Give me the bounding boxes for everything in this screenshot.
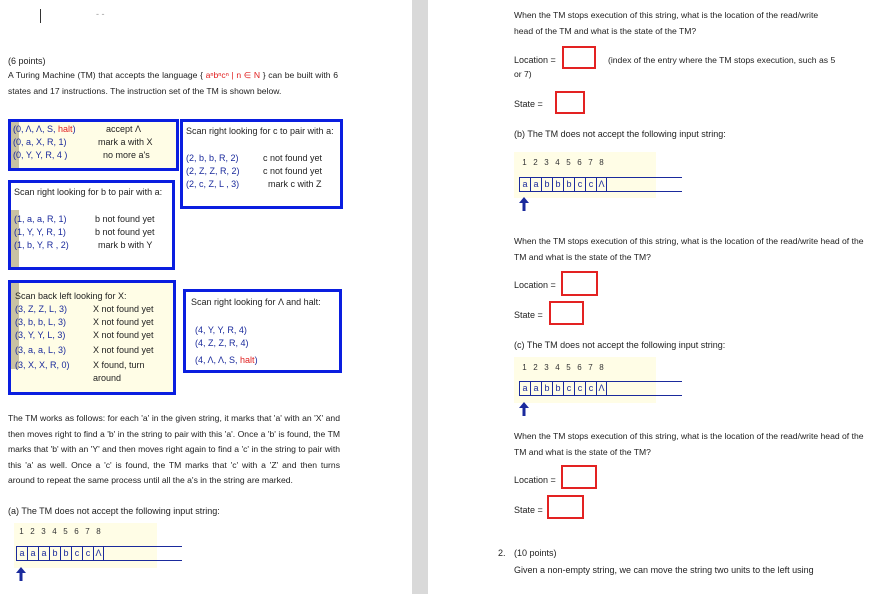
- instruction-row: (3, a, a, L, 3): [15, 345, 67, 355]
- tape-index: 6: [577, 363, 582, 372]
- tape-index: 5: [566, 363, 571, 372]
- instruction-row: (0, Y, Y, R, 4 ): [13, 150, 68, 160]
- part-c-label: (c) The TM does not accept the following input string:: [514, 340, 726, 350]
- tape-line: [16, 546, 182, 547]
- tape-index: 7: [588, 363, 593, 372]
- state-answer-field[interactable]: [549, 301, 584, 325]
- group-title: Scan back left looking for X:: [15, 291, 127, 301]
- tape-index: 5: [566, 158, 571, 167]
- question-2-text: Given a non-empty string, we can move the string two units to the left using: [514, 565, 814, 575]
- instruction-comment: b not found yet: [95, 214, 155, 224]
- instruction-row: (1, a, a, R, 1): [14, 214, 67, 224]
- instruction-comment: mark a with X: [98, 137, 153, 147]
- tape-index: 1: [19, 527, 24, 536]
- tape-cells: [16, 546, 104, 561]
- tape-index: 8: [599, 158, 604, 167]
- header-dots: - -: [96, 9, 105, 19]
- instruction-comment: X not found yet: [93, 330, 154, 340]
- instruction-row: (1, b, Y, R , 2): [14, 240, 69, 250]
- tape-cells: [519, 381, 607, 396]
- tape-index: 3: [544, 158, 549, 167]
- location-answer-field[interactable]: [561, 465, 597, 489]
- instruction-row: (3, Z, Z, L, 3): [15, 304, 68, 314]
- tape-cell: c: [563, 381, 574, 396]
- tape-cell: a: [38, 546, 49, 561]
- tape-cell: b: [541, 177, 552, 192]
- question-c-prompt: When the TM stops execution of this string, what is the location of the read/write head of the TM and what is the state of the TM?: [514, 431, 864, 457]
- part-a-label: (a) The TM does not accept the following input string:: [8, 506, 220, 516]
- question-intro: [8, 68, 338, 99]
- instruction-row: (2, c, Z, L , 3): [186, 179, 240, 189]
- tape-index: 7: [85, 527, 90, 536]
- instruction-row: (4, Z, Z, R, 4): [195, 338, 249, 348]
- state-label: State =: [514, 505, 543, 515]
- tape-cell: Λ: [596, 177, 607, 192]
- question-b-prompt: When the TM stops execution of this string, what is the location of the read/write head of the TM and what is the state of the TM?: [514, 236, 864, 262]
- tape-line: [519, 395, 682, 396]
- instruction-row: (1, Y, Y, R, 1): [14, 227, 66, 237]
- tape-index: 1: [522, 363, 527, 372]
- intro-text-pre: A Turing Machine (TM) that accepts the language {: [8, 70, 203, 80]
- location-label: Location =: [514, 475, 556, 485]
- tape-cells: [519, 177, 607, 192]
- instruction-comment: b not found yet: [95, 227, 155, 237]
- up-arrow-icon: [518, 197, 530, 211]
- instruction-group-state-0: [8, 119, 179, 171]
- group-title: Scan right looking for c to pair with a:: [186, 126, 334, 136]
- location-hint: (index of the entry where the TM stops execution, such as 5 or 7): [514, 55, 836, 79]
- tape-index: 4: [555, 158, 560, 167]
- instruction-row: (3, b, b, L, 3): [15, 317, 67, 327]
- tape-cell: a: [530, 177, 541, 192]
- instruction-comment: c not found yet: [263, 153, 323, 163]
- instruction-row: (3, Y, Y, L, 3): [15, 330, 66, 340]
- tape-cell: b: [60, 546, 71, 561]
- tape-cell: a: [519, 177, 530, 192]
- group-title: Scan right looking for b to pair with a:: [14, 187, 163, 197]
- tape-index: 4: [555, 363, 560, 372]
- tape-index: 3: [41, 527, 46, 536]
- tape-index: 6: [74, 527, 79, 536]
- location-label: Location =: [514, 280, 556, 290]
- instruction-row: (2, Z, Z, R, 2): [186, 166, 240, 176]
- tape-indices: [16, 527, 104, 536]
- state-label: State =: [514, 99, 543, 109]
- instruction-group-state-4: [183, 289, 342, 373]
- tape-cell: c: [71, 546, 82, 561]
- instruction-comment: accept Λ: [106, 124, 142, 134]
- tape-cell: b: [563, 177, 574, 192]
- up-arrow-icon: [518, 402, 530, 416]
- state-answer-field[interactable]: [555, 91, 585, 114]
- state-answer-field[interactable]: [547, 495, 584, 519]
- group-title: Scan right looking for Λ and halt:: [191, 297, 321, 307]
- tape-cell: b: [49, 546, 60, 561]
- instruction-row: (0, a, X, R, 1): [13, 137, 67, 147]
- instruction-comment: X not found yet: [93, 304, 154, 314]
- question-2-number: 2.: [498, 548, 506, 558]
- tape-index: 2: [533, 363, 538, 372]
- part-b-label: (b) The TM does not accept the following input string:: [514, 129, 726, 139]
- tape-index: 8: [599, 363, 604, 372]
- tape-indices: [519, 158, 607, 167]
- instruction-comment: c not found yet: [263, 166, 323, 176]
- tape-cell: Λ: [93, 546, 104, 561]
- tape-cell: a: [519, 381, 530, 396]
- instruction-row: (3, X, X, R, 0): [15, 360, 70, 370]
- question-points: (6 points): [8, 56, 46, 66]
- tape-cell: a: [530, 381, 541, 396]
- instruction-group-state-1: [8, 180, 175, 270]
- tape-cell: b: [552, 381, 563, 396]
- instruction-row: (4, Λ, Λ, S, halt): [195, 355, 258, 365]
- tape-cell: c: [82, 546, 93, 561]
- tape-cell: c: [585, 381, 596, 396]
- tape-index: 4: [52, 527, 57, 536]
- instruction-row: (0, Λ, Λ, S, halt): [13, 124, 76, 134]
- tape-cell: a: [27, 546, 38, 561]
- left-page: [0, 0, 412, 594]
- instruction-comment: X not found yet: [93, 345, 154, 355]
- instruction-row: (2, b, b, R, 2): [186, 153, 239, 163]
- state-label: State =: [514, 310, 543, 320]
- tape-index: 7: [588, 158, 593, 167]
- instruction-comment: X found, turn around: [93, 360, 145, 383]
- tape-index: 8: [96, 527, 101, 536]
- text-cursor: [40, 9, 41, 23]
- tape-cell: b: [552, 177, 563, 192]
- up-arrow-icon: [15, 567, 27, 581]
- intro-text-post: } can be built with 6 states and 17 instructions. The instruction set of the TM is shown below.: [8, 70, 338, 96]
- instruction-group-state-2: [180, 119, 343, 209]
- instruction-comment: mark c with Z: [268, 179, 322, 189]
- tape-line: [519, 381, 682, 382]
- tape-cell: c: [574, 177, 585, 192]
- tape-index: 2: [533, 158, 538, 167]
- tm-description: The TM works as follows: for each 'a' in the given string, it marks that 'a' with an 'X' and then moves right to find a 'b' in the string to pair with this 'a'. Once a 'b' is found, the TM marks that 'b' with an 'Y' and then moves right again to find a 'c' in the string to pair with this 'a' as well. Once a 'c' is found, the TM marks that 'c' with a 'Z' and then turns around to repeat the same process until all the a's in the string are marked.: [8, 413, 340, 485]
- tape-index: 6: [577, 158, 582, 167]
- tape-indices: [519, 363, 607, 372]
- tape-line: [519, 191, 682, 192]
- question-a-prompt: When the TM stops execution of this string, what is the location of the read/write head of the TM and what is the state of the TM?: [514, 10, 819, 36]
- tape-cell: c: [574, 381, 585, 396]
- tape-index: 2: [30, 527, 35, 536]
- instruction-comment: X not found yet: [93, 317, 154, 327]
- tape-index: 3: [544, 363, 549, 372]
- tape-cell: c: [585, 177, 596, 192]
- instruction-group-state-3: [8, 280, 176, 395]
- tape-index: 1: [522, 158, 527, 167]
- question-2-points: (10 points): [514, 548, 557, 558]
- instruction-row: (4, Y, Y, R, 4): [195, 325, 247, 335]
- tape-cell: b: [541, 381, 552, 396]
- location-answer-field[interactable]: [561, 271, 598, 296]
- location-label: Location =: [514, 55, 556, 65]
- language-formula: aⁿbⁿcⁿ | n ∈ N: [202, 70, 263, 80]
- tape-index: 5: [63, 527, 68, 536]
- right-page: [428, 0, 886, 594]
- tape-cell: Λ: [596, 381, 607, 396]
- tape-line: [519, 177, 682, 178]
- tape-cell: a: [16, 546, 27, 561]
- instruction-comment: no more a's: [103, 150, 150, 160]
- instruction-comment: mark b with Y: [98, 240, 153, 250]
- tape-line: [16, 560, 182, 561]
